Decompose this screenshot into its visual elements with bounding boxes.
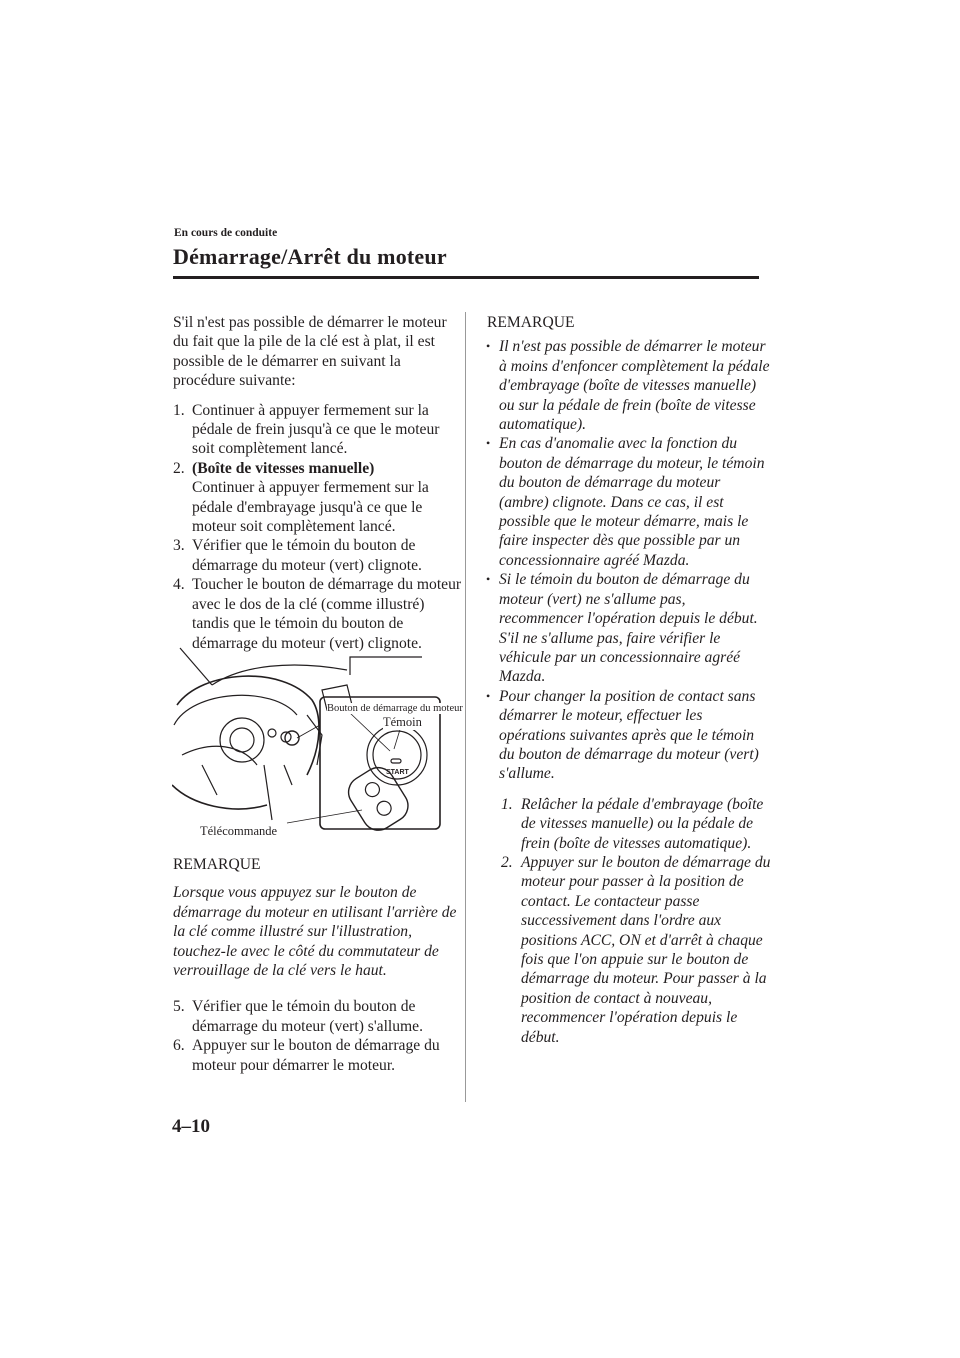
bullet-text: Il n'est pas possible de démarrer le moteur à moins d'enfoncer complètement la pédale d'embrayage (boîte de vitesses manuelle) ou sur la pédale de frein (boîte de vitesse automatique). (499, 338, 770, 434)
left-column (173, 313, 463, 653)
substep-text: Relâcher la pédale d'embrayage (boîte de vitesses manuelle) ou la pédale de frein (boîte de vitesses automatique). (521, 795, 764, 852)
step-text: Continuer à appuyer fermement sur la pédale de frein jusqu'à ce que le moteur soit complètement lancé. (192, 401, 440, 458)
step-text: Vérifier que le témoin du bouton de démarrage du moteur (vert) clignote. (192, 537, 422, 574)
bullet-text: En cas d'anomalie avec la fonction du bouton de démarrage du moteur, le témoin du bouton de démarrage du moteur (ambre) clignote. Dans ce cas, il est possible que le moteur démarre, mais le faire inspecter dès que possible par un concessionnaire agréé Mazda. (499, 435, 765, 569)
start-text: START (386, 769, 409, 776)
start-button-illustration (172, 645, 442, 840)
list-item (482, 337, 772, 434)
substep-number: 2. (501, 853, 513, 871)
page-number: 4–10 (172, 1116, 210, 1137)
list-item (482, 687, 772, 784)
bullet-icon: • (486, 436, 491, 451)
step-text: Appuyer sur le bouton de démarrage du moteur pour démarrer le moteur. (192, 1037, 440, 1074)
substep-number: 1. (501, 795, 513, 813)
figure-label-start-button: Bouton de démarrage du moteur (327, 703, 463, 714)
remark-title: REMARQUE (173, 856, 261, 873)
remark-title: REMARQUE (487, 314, 575, 331)
step-heading: (Boîte de vitesses manuelle) (192, 459, 375, 477)
procedure-steps-continued (173, 997, 463, 1075)
list-item (173, 997, 463, 1036)
list-item (173, 536, 463, 575)
step-number: 2. (173, 459, 185, 477)
step-number: 6. (173, 1037, 185, 1055)
step-number: 5. (173, 998, 185, 1016)
remark-text: Lorsque vous appuyez sur le bouton de démarrage du moteur en utilisant l'arrière de la clé comme illustré sur l'illustration, touchez-le avec le côté du commutateur de verrouillage de la clé vers le haut. (173, 884, 457, 980)
right-column (482, 313, 772, 1047)
remark-substeps (482, 795, 772, 1047)
list-item (501, 795, 772, 853)
page-title: Démarrage/Arrêt du moteur (173, 244, 447, 269)
figure-label-remote: Télécommande (200, 824, 278, 838)
remark-bullets (482, 337, 772, 783)
column-divider (465, 312, 466, 1102)
list-item (482, 570, 772, 686)
substep-text: Appuyer sur le bouton de démarrage du moteur pour passer à la position de contact. Le contacteur passe successivement dans l'ordre aux positions ACC, ON et d'arrêt à chaque fois que l'on appuie sur le bouton de démarrage du moteur. Pour passer à la position de contact à nouveau, recommencer l'opération depuis le début. (521, 853, 771, 1046)
bullet-icon: • (486, 688, 491, 703)
step-number: 4. (173, 576, 185, 594)
bullet-text: Pour changer la position de contact sans démarrer le moteur, effectuer les opérations suivantes après que le témoin du bouton de démarrage du moteur (vert) s'allume. (499, 687, 759, 783)
step-text: Vérifier que le témoin du bouton de démarrage du moteur (vert) s'allume. (192, 998, 423, 1035)
bullet-icon: • (486, 572, 491, 587)
bullet-icon: • (486, 339, 491, 354)
list-item (173, 1036, 463, 1075)
list-item (482, 434, 772, 570)
section-label: En cours de conduite (174, 227, 278, 239)
step-text: Continuer à appuyer fermement sur la pédale d'embrayage jusqu'à ce que le moteur soit complètement lancé. (192, 479, 429, 536)
bullet-text: Si le témoin du bouton de démarrage du moteur (vert) ne s'allume pas, recommencer l'opération depuis le début. S'il ne s'allume pas, faire vérifier le véhicule par un concessionnaire agréé Mazda. (499, 571, 758, 686)
list-item (173, 575, 463, 653)
step-number: 1. (173, 401, 185, 419)
list-item (501, 853, 772, 1047)
figure-label-indicator: Témoin (383, 715, 422, 729)
list-item (173, 459, 463, 537)
procedure-steps (173, 401, 463, 653)
list-item (173, 401, 463, 459)
left-column-lower (173, 855, 463, 1075)
step-text: Toucher le bouton de démarrage du moteur avec le dos de la clé (comme illustré) tandis que le témoin du bouton de démarrage du moteur (vert) clignote. (192, 576, 462, 652)
step-number: 3. (173, 537, 185, 555)
title-rule (173, 276, 759, 279)
intro-paragraph: S'il n'est pas possible de démarrer le moteur du fait que la pile de la clé est à plat, il est possible de le démarrer en suivant la procédure suivante: (173, 314, 447, 390)
